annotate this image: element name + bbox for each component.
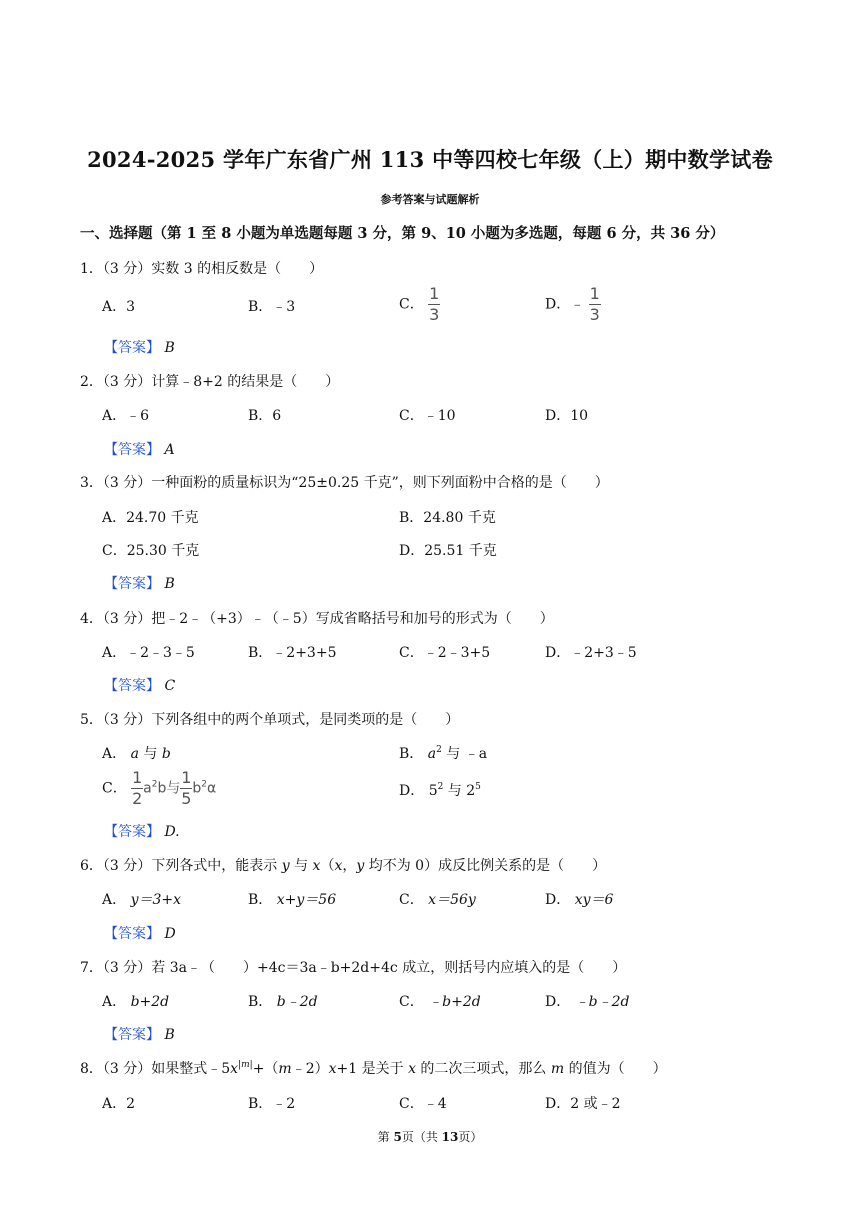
fraction-one-third: $\frac{1}{3}$: [429, 284, 440, 324]
section-heading: 一、选择题（第 1 至 8 小题为单选题每题 3 分，第 9、10 小题为多选题，每题 6 分，共 36 分）: [80, 225, 725, 242]
q2-option-d: D．10: [545, 408, 589, 424]
answer-2: 【答案】 A: [104, 442, 175, 458]
q7-option-b: B． b﹣2d: [248, 994, 318, 1010]
answer-5: 【答案】 D.: [104, 824, 180, 840]
q3-option-a: A．24.70 千克: [102, 510, 199, 526]
q6-option-a: A． y＝3+x: [102, 892, 182, 908]
q8-option-a: A．2: [102, 1096, 136, 1112]
q6-option-d: D． xy＝6: [545, 892, 614, 908]
q1-option-b: B．﹣3: [248, 299, 296, 315]
q8-option-b: B．﹣2: [248, 1096, 296, 1112]
page-footer: 第 5页（共 13页）: [377, 1130, 483, 1144]
q4-option-d: D．﹣2+3﹣5: [545, 645, 637, 661]
q6-option-c: C． x＝56y: [399, 892, 476, 908]
q4-option-c: C．﹣2﹣3+5: [399, 645, 491, 661]
answer-3: 【答案】 B: [104, 576, 175, 592]
q5-option-c: C． $\frac{1}{2}$ $a^2b$与 $\frac{1}{5}$ $b^2\alpha$: [102, 768, 217, 808]
fraction-one-half: $\frac{1}{2}$: [132, 768, 143, 808]
question-5: 5．（3 分）下列各组中的两个单项式，是同类项的是（ ）: [80, 712, 460, 728]
fraction-one-fifth: $\frac{1}{5}$: [181, 768, 192, 808]
fraction-one-third: $\frac{1}{3}$: [589, 284, 600, 324]
q1-option-d-label: D．﹣: [545, 296, 585, 313]
question-8: 8．（3 分）如果整式$﹣5x^{|m|}+(m﹣2)x+1$ 是关于 x 的二次三项式，那么 m 的值为（ ）: [80, 1060, 667, 1077]
question-7: 7．（3 分）若 3a﹣（ ）+4c＝3a﹣b+2d+4c 成立，则括号内应填入的是（ ）: [80, 960, 627, 976]
q1-option-c: [399, 286, 440, 323]
q4-option-b: B．﹣2+3+5: [248, 645, 337, 661]
q7-option-a: A． b+2d: [102, 994, 170, 1010]
answer-6: 【答案】 D: [104, 926, 176, 942]
answer-7: 【答案】 B: [104, 1027, 175, 1043]
q4-option-a: A．﹣2﹣3﹣5: [102, 645, 195, 661]
question-1: 1．（3 分）实数 3 的相反数是（ ）: [80, 261, 324, 277]
answer-4: 【答案】 C: [104, 678, 176, 694]
q7-option-c: C． ﹣b+2d: [399, 994, 481, 1010]
q8-option-d: D．2 或﹣2: [545, 1096, 621, 1112]
q3-option-c: C．25.30 千克: [102, 543, 200, 559]
q1-option-c-label: C．: [399, 296, 424, 313]
q3-option-b: B．24.80 千克: [399, 510, 496, 526]
q1-option-d: [545, 286, 601, 323]
q2-option-c: C．﹣10: [399, 408, 456, 424]
question-6: 6．（3 分）下列各式中，能表示 y 与 x（x，y 均不为 0）成反比例关系的是（ ）: [80, 858, 607, 874]
q8-option-c: C．﹣4: [399, 1096, 447, 1112]
question-2: 2．（3 分）计算﹣8+2 的结果是（ ）: [80, 374, 340, 390]
q5-option-b: B． $a^2$ 与 ﹣a: [399, 745, 488, 762]
q2-option-b: B．6: [248, 408, 282, 424]
exam-title: 2024-2025 学年广东省广州 113 中等四校七年级（上）期中数学试卷: [87, 147, 773, 172]
q3-option-d: D．25.51 千克: [399, 543, 497, 559]
q2-option-a: A．﹣6: [102, 408, 150, 424]
q5-option-a: A． a 与 b: [102, 746, 171, 762]
q7-option-d: D． ﹣b﹣2d: [545, 994, 630, 1010]
question-3: 3．（3 分）一种面粉的质量标识为“25±0.25 千克”，则下列面粉中合格的是（ ）: [80, 475, 609, 491]
q6-option-b: B． x+y＝56: [248, 892, 337, 908]
q5-option-d: D． $5^2$ 与 $2^5$: [399, 782, 481, 799]
exam-subtitle: 参考答案与试题解析: [380, 193, 480, 206]
question-4: 4．（3 分）把﹣2﹣（+3）﹣（﹣5）写成省略括号和加号的形式为（ ）: [80, 611, 554, 627]
q1-option-a: A．3: [102, 299, 136, 315]
answer-1: 【答案】 B: [104, 340, 175, 356]
